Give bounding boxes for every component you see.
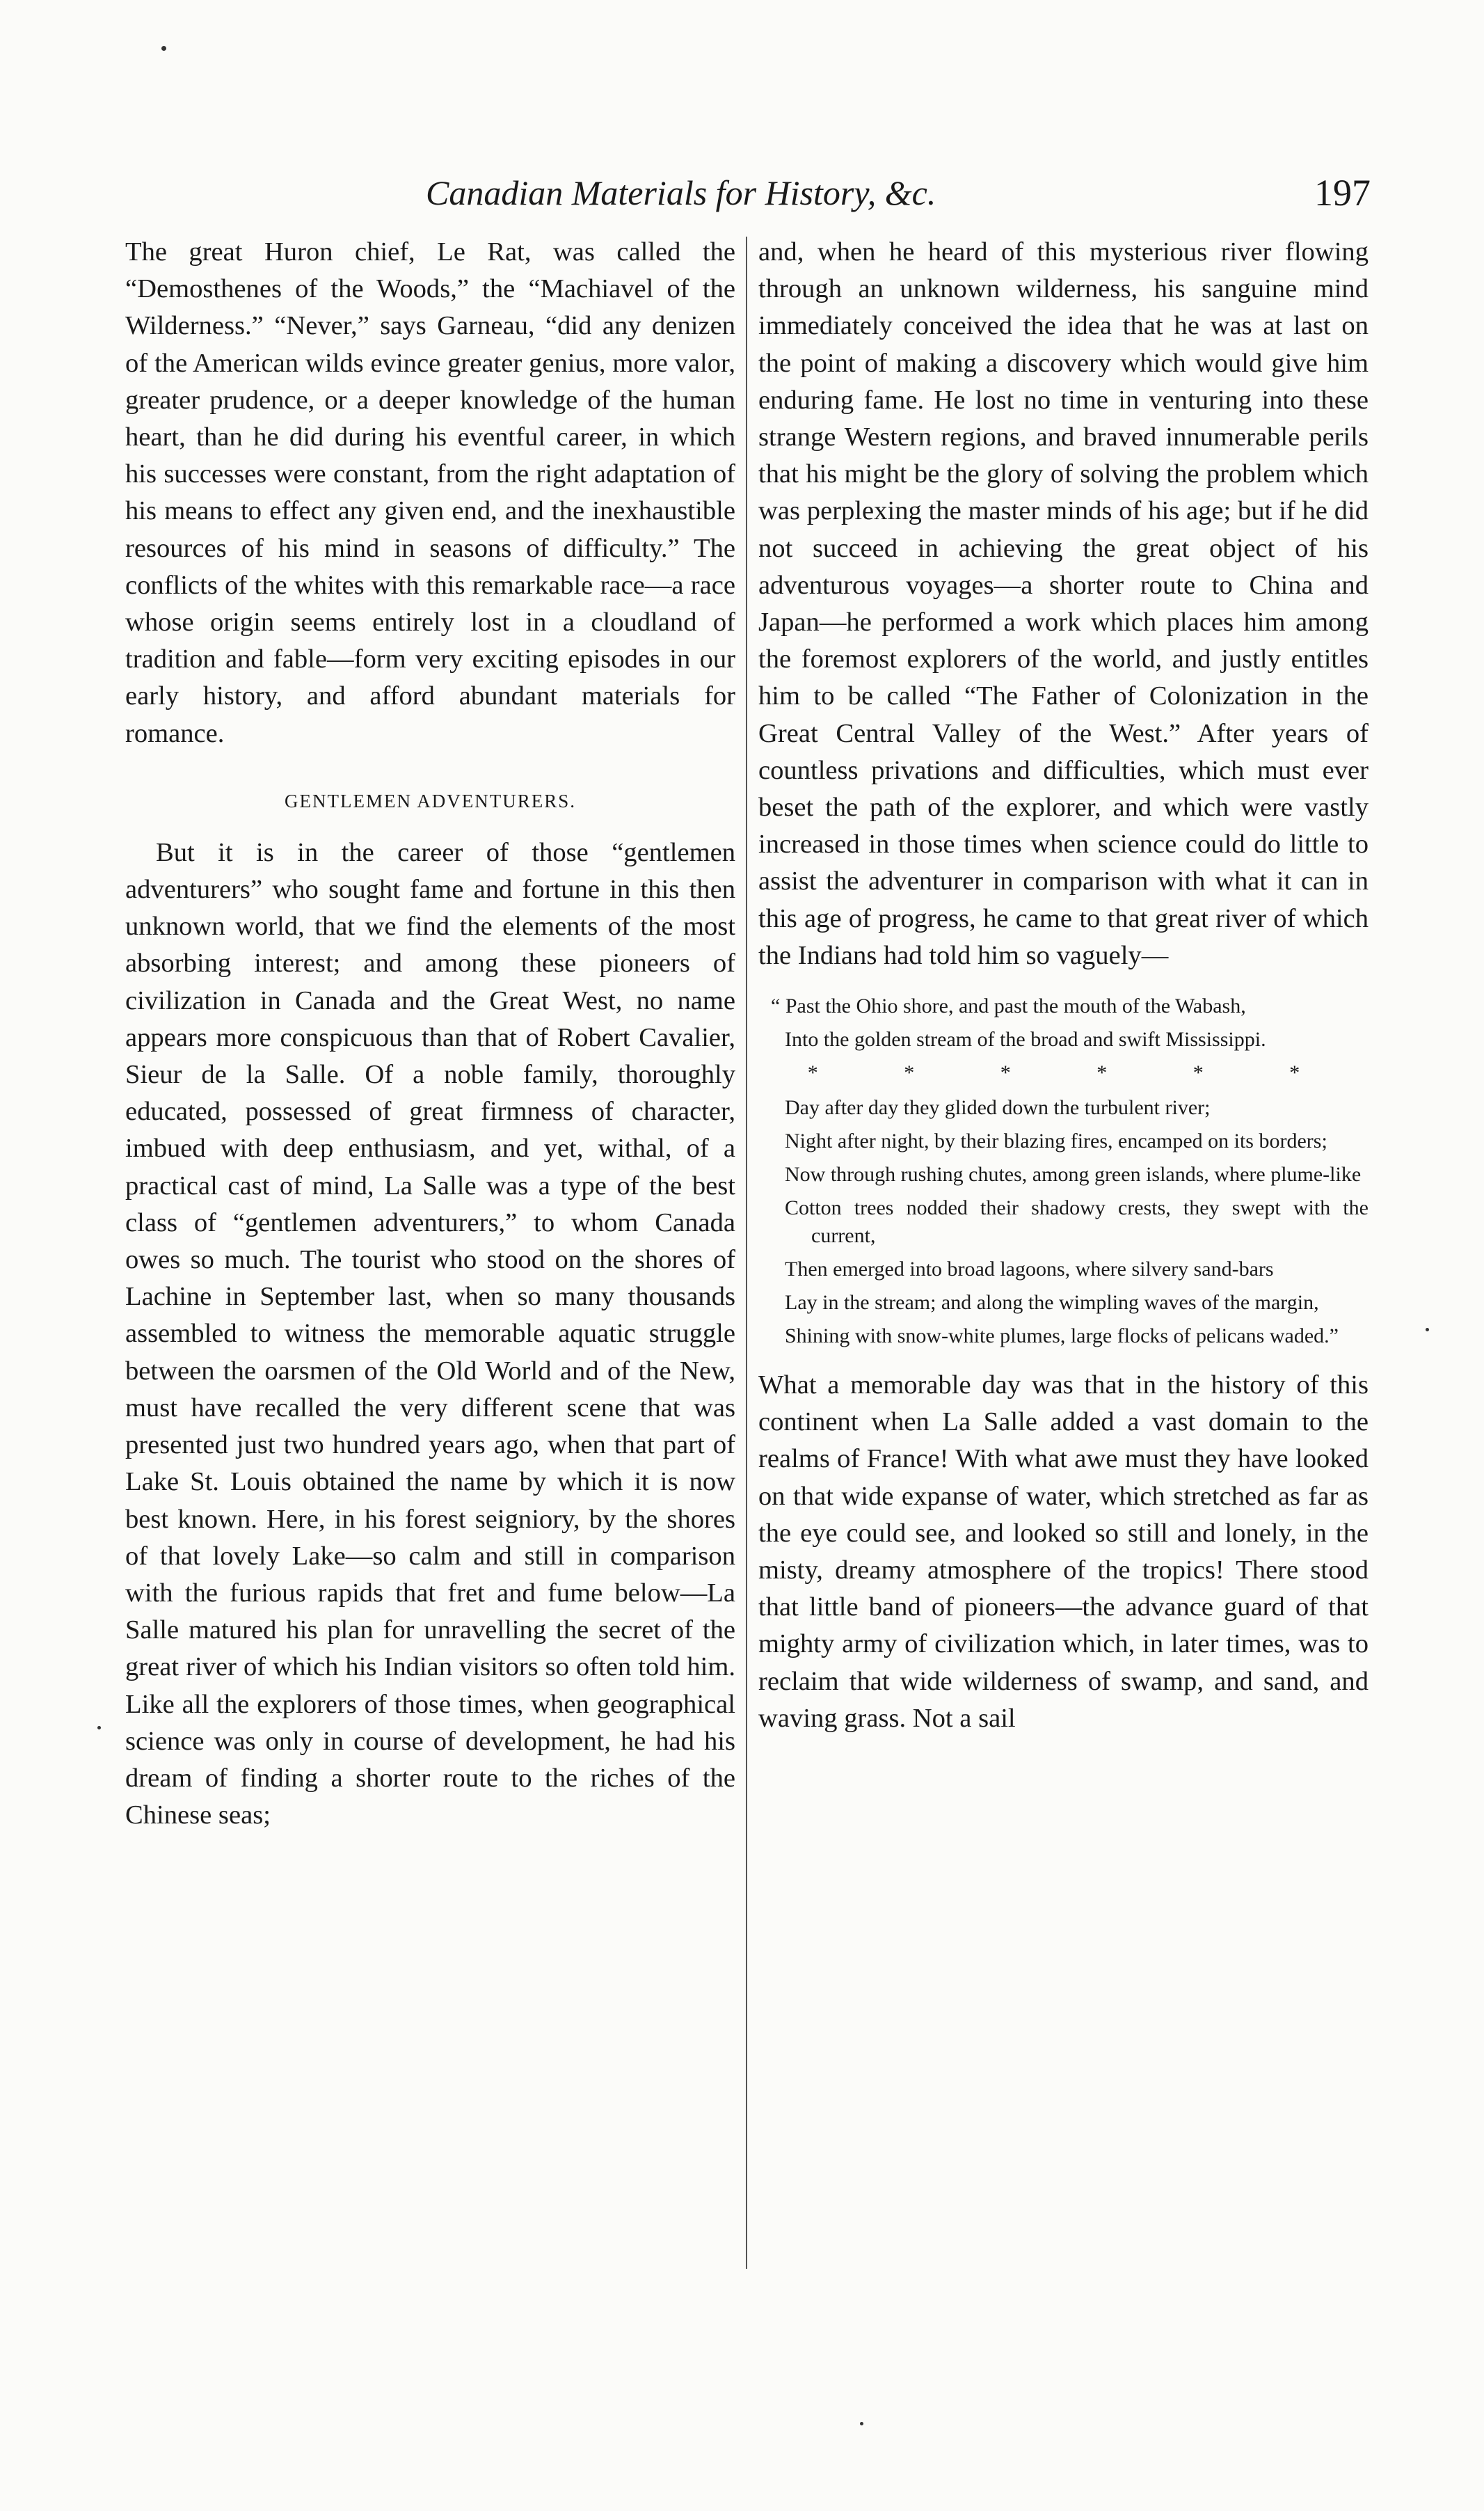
ink-speck xyxy=(1426,1328,1429,1331)
poem-line: Day after day they glided down the turbulent river; xyxy=(785,1096,1211,1120)
section-heading: GENTLEMEN ADVENTURERS. xyxy=(285,790,576,811)
poem-line: Now through rushing chutes, among green islands, where plume-like xyxy=(785,1163,1362,1187)
ink-speck xyxy=(161,46,166,51)
left-column xyxy=(125,234,735,1834)
paragraph: But it is in the career of those “gentlemen adventurers” who sought fame and fortune in this then unknown world, that we find the elements of the most absorbing interest; and among these pioneers of civilization in Canada and the Great West, no name appears more conspicuous than that of Robert Cavalier, Sieur de la Salle. Of a noble family, thoroughly educated, possessed of great firmness of character, imbued with deep enthusiasm, and yet, withal, of a practical cast of mind, La Salle was a type of the best class of “gentlemen adventurers,” to whom Canada owes so much. The tourist who stood on the shores of Lachine in September last, when so many thousands assembled to witness the memorable aquatic struggle between the oarsmen of the Old World and of the New, must have recalled the very different scene that was presented just two hundred years ago, when that part of Lake St. Louis obtained the name by which it is now best known. Here, in his forest seigniory, by the shores of that lovely Lake—so calm and still in comparison with the furious rapids that fret and fume below—La Salle matured his plan for unravelling the secret of the great river of which his Indian visitors so often told him. Like all the explorers of those times, when geographical science was only in course of development, he had his dream of finding a shorter route to the riches of the Chinese seas; xyxy=(125,837,735,1830)
page-number: 197 xyxy=(1314,172,1371,214)
running-title: Canadian Materials for History, &c. xyxy=(426,173,936,212)
poem-line: Lay in the stream; and along the wimpling waves of the margin, xyxy=(785,1291,1319,1315)
poem-line: Night after night, by their blazing fires, encamped on its borders; xyxy=(785,1130,1327,1153)
poem-quote xyxy=(758,992,1369,1350)
page-header xyxy=(125,161,1371,224)
poem-line: Cotton trees nodded their shadowy crests, they swept with the current, xyxy=(785,1196,1369,1248)
paragraph: The great Huron chief, Le Rat, was called the “Demosthenes of the Woods,” the “Machiavel of the Wilderness.” “Never,” says Garneau, “did any denizen of the American wilds evince greater genius, more valor, greater prudence, or a deeper knowledge of the human heart, than he did during his eventful career, in which his successes were constant, from the right adaptation of his means to effect any given end, and the inexhaustible resources of his mind in seasons of difficulty.” The conflicts of the whites with this remarkable race—a race whose origin seems entirely lost in a cloudland of tradition and fable—form very exciting episodes in our early history, and afford abundant materials for romance. xyxy=(125,237,735,748)
column-divider xyxy=(746,237,747,2269)
right-column xyxy=(758,234,1369,1737)
poem-line: Into the golden stream of the broad and swift Mississippi. xyxy=(785,1028,1266,1052)
ink-speck xyxy=(860,2422,863,2425)
paragraph: and, when he heard of this mysterious river flowing through an unknown wilderness, his sanguine mind immediately conceived the idea that he was at last on the point of making a discovery which would give him enduring fame. He lost no time in venturing into these strange Western regions, and braved innumerable perils that his might be the glory of solving the problem which was perplexing the master minds of his age; but if he did not succeed in achieving the great object of his adventurous voyages—a shorter route to China and Japan—he performed a work which places him among the foremost explorers of the world, and justly entitles him to be called “The Father of Colonization in the Great Central Valley of the West.” After years of countless privations and difficulties, which must ever beset the path of the explorer, and which were vastly increased in those times when science could do little to assist the adventurer in comparison with what it can in this age of progress, he came to that great river of which the Indians had told him so vaguely— xyxy=(758,237,1369,970)
poem-ellipsis-stars: * * * * * * xyxy=(807,1061,1341,1085)
paragraph: What a memorable day was that in the history of this continent when La Salle added a vast domain to the realms of France! With what awe must they have looked on that wide expanse of water, which stretched as far as the eye could see, and looked so still and lonely, in the misty, dreamy atmosphere of the tropics! There stood that little band of pioneers—the advance guard of that mighty army of civilization which, in later times, was to reclaim that wide wilderness of swamp, and sand, and waving grass. Not a sail xyxy=(758,1370,1369,1733)
ink-speck xyxy=(97,1726,101,1729)
poem-line: Shining with snow-white plumes, large flocks of pelicans waded.” xyxy=(785,1324,1339,1348)
poem-line: “ Past the Ohio shore, and past the mouth of the Wabash, xyxy=(771,995,1246,1018)
poem-line: Then emerged into broad lagoons, where silvery sand-bars xyxy=(785,1258,1274,1281)
